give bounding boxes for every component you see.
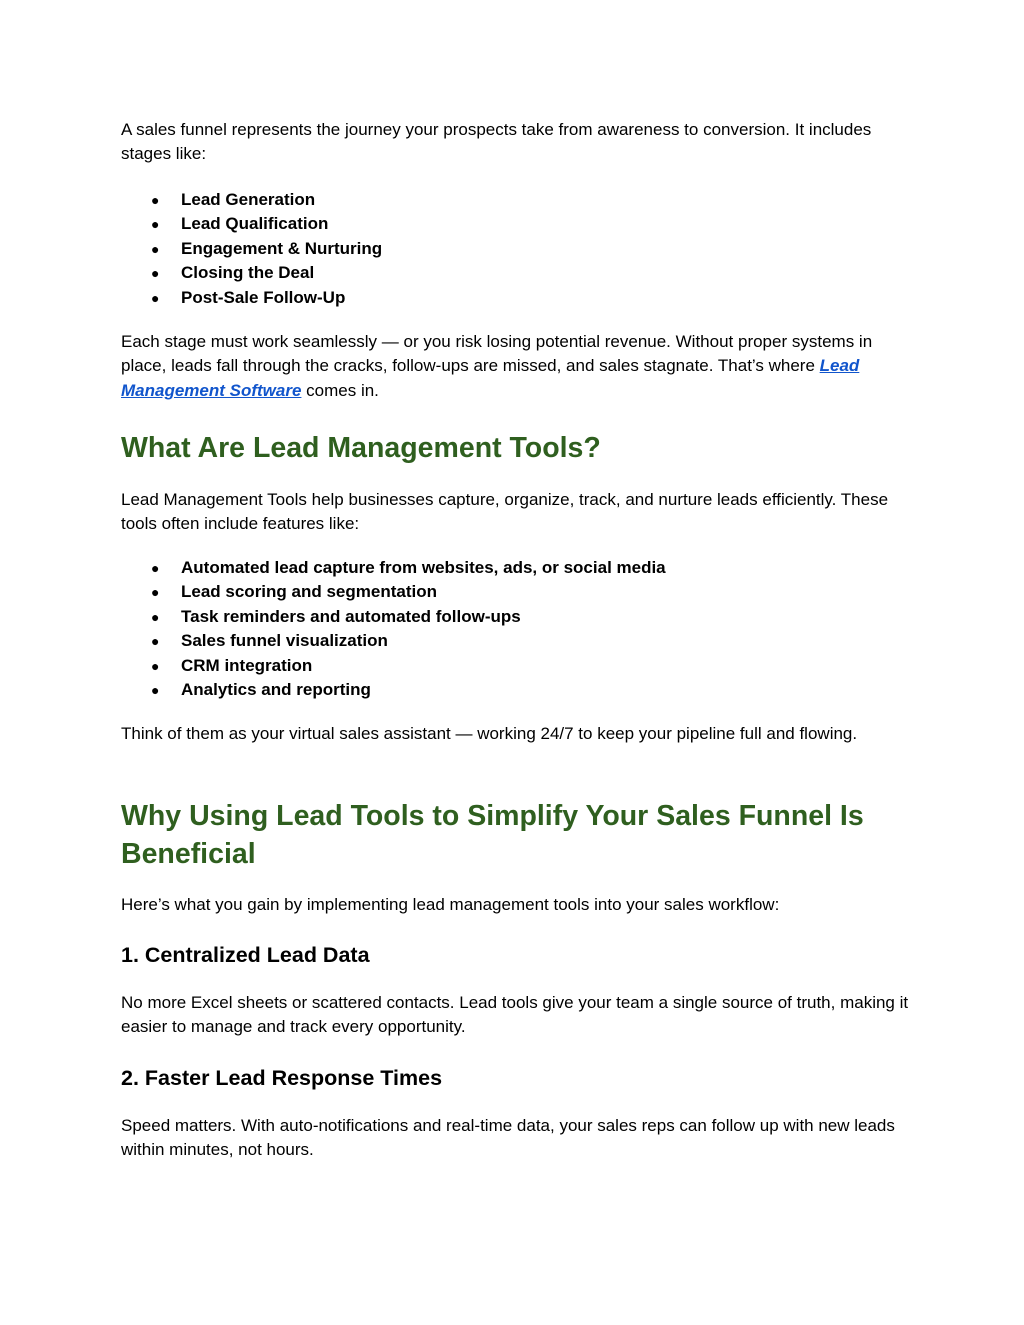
bullet-icon: ● (151, 560, 160, 576)
section-heading-benefits: Why Using Lead Tools to Simplify Your Sales Funnel Is Beneficial (121, 800, 864, 870)
list-item: ● Closing the Deal (121, 261, 911, 285)
list-item: ● Lead Generation (121, 188, 911, 212)
benefit-paragraph: No more Excel sheets or scattered contacts. Lead tools give your team a single source of truth, making it easier to manage and track every opportunity. (121, 993, 909, 1037)
benefit-heading: 1. Centralized Lead Data (121, 943, 370, 967)
lead-management-software-link[interactable]: Lead Management Software (121, 356, 860, 400)
bullet-icon: ● (151, 216, 160, 233)
intro-paragraph: A sales funnel represents the journey your prospects take from awareness to conversion. It includes stages like: (121, 120, 872, 164)
bullet-icon: ● (151, 584, 160, 601)
bullet-icon: ● (151, 608, 160, 625)
section-heading-tools: What Are Lead Management Tools? (121, 432, 601, 464)
stages-list (121, 188, 911, 310)
bullet-icon: ● (151, 657, 160, 674)
list-item: ● Analytics and reporting (121, 678, 911, 702)
bullet-icon: ● (151, 682, 160, 699)
bullet-icon: ● (151, 240, 160, 257)
bullet-icon: ● (151, 192, 160, 208)
bullet-icon: ● (151, 265, 160, 282)
list-item: ● Post-Sale Follow-Up (121, 286, 911, 310)
list-item: ● Engagement & Nurturing (121, 237, 911, 261)
list-item: ● CRM integration (121, 654, 911, 678)
bullet-icon: ● (151, 289, 160, 306)
tools-paragraph: Lead Management Tools help businesses capture, organize, track, and nurture leads efficiently. These tools often include features like: (121, 490, 889, 534)
tools-closing-paragraph: Think of them as your virtual sales assistant — working 24/7 to keep your pipeline full and flowing. (121, 724, 858, 743)
list-item: ● Task reminders and automated follow-ups (121, 605, 911, 629)
benefit-heading: 2. Faster Lead Response Times (121, 1066, 443, 1090)
list-item: ● Sales funnel visualization (121, 629, 911, 653)
list-item: ● Automated lead capture from websites, ads, or social media (121, 556, 911, 580)
bullet-icon: ● (151, 633, 160, 650)
list-item: ● Lead scoring and segmentation (121, 580, 911, 604)
features-list (121, 556, 911, 702)
list-item: ● Lead Qualification (121, 212, 911, 236)
benefits-intro-paragraph: Here’s what you gain by implementing lead management tools into your sales workflow: (121, 895, 780, 914)
benefit-paragraph: Speed matters. With auto-notifications and real-time data, your sales reps can follow up with new leads within minutes, not hours. (121, 1116, 895, 1160)
stages-paragraph: Each stage must work seamlessly — or you risk losing potential revenue. Without proper systems in place, leads fall through the cracks, follow-ups are missed, and sales stagnate. That’s where Lead Management Software comes in. (121, 332, 873, 400)
